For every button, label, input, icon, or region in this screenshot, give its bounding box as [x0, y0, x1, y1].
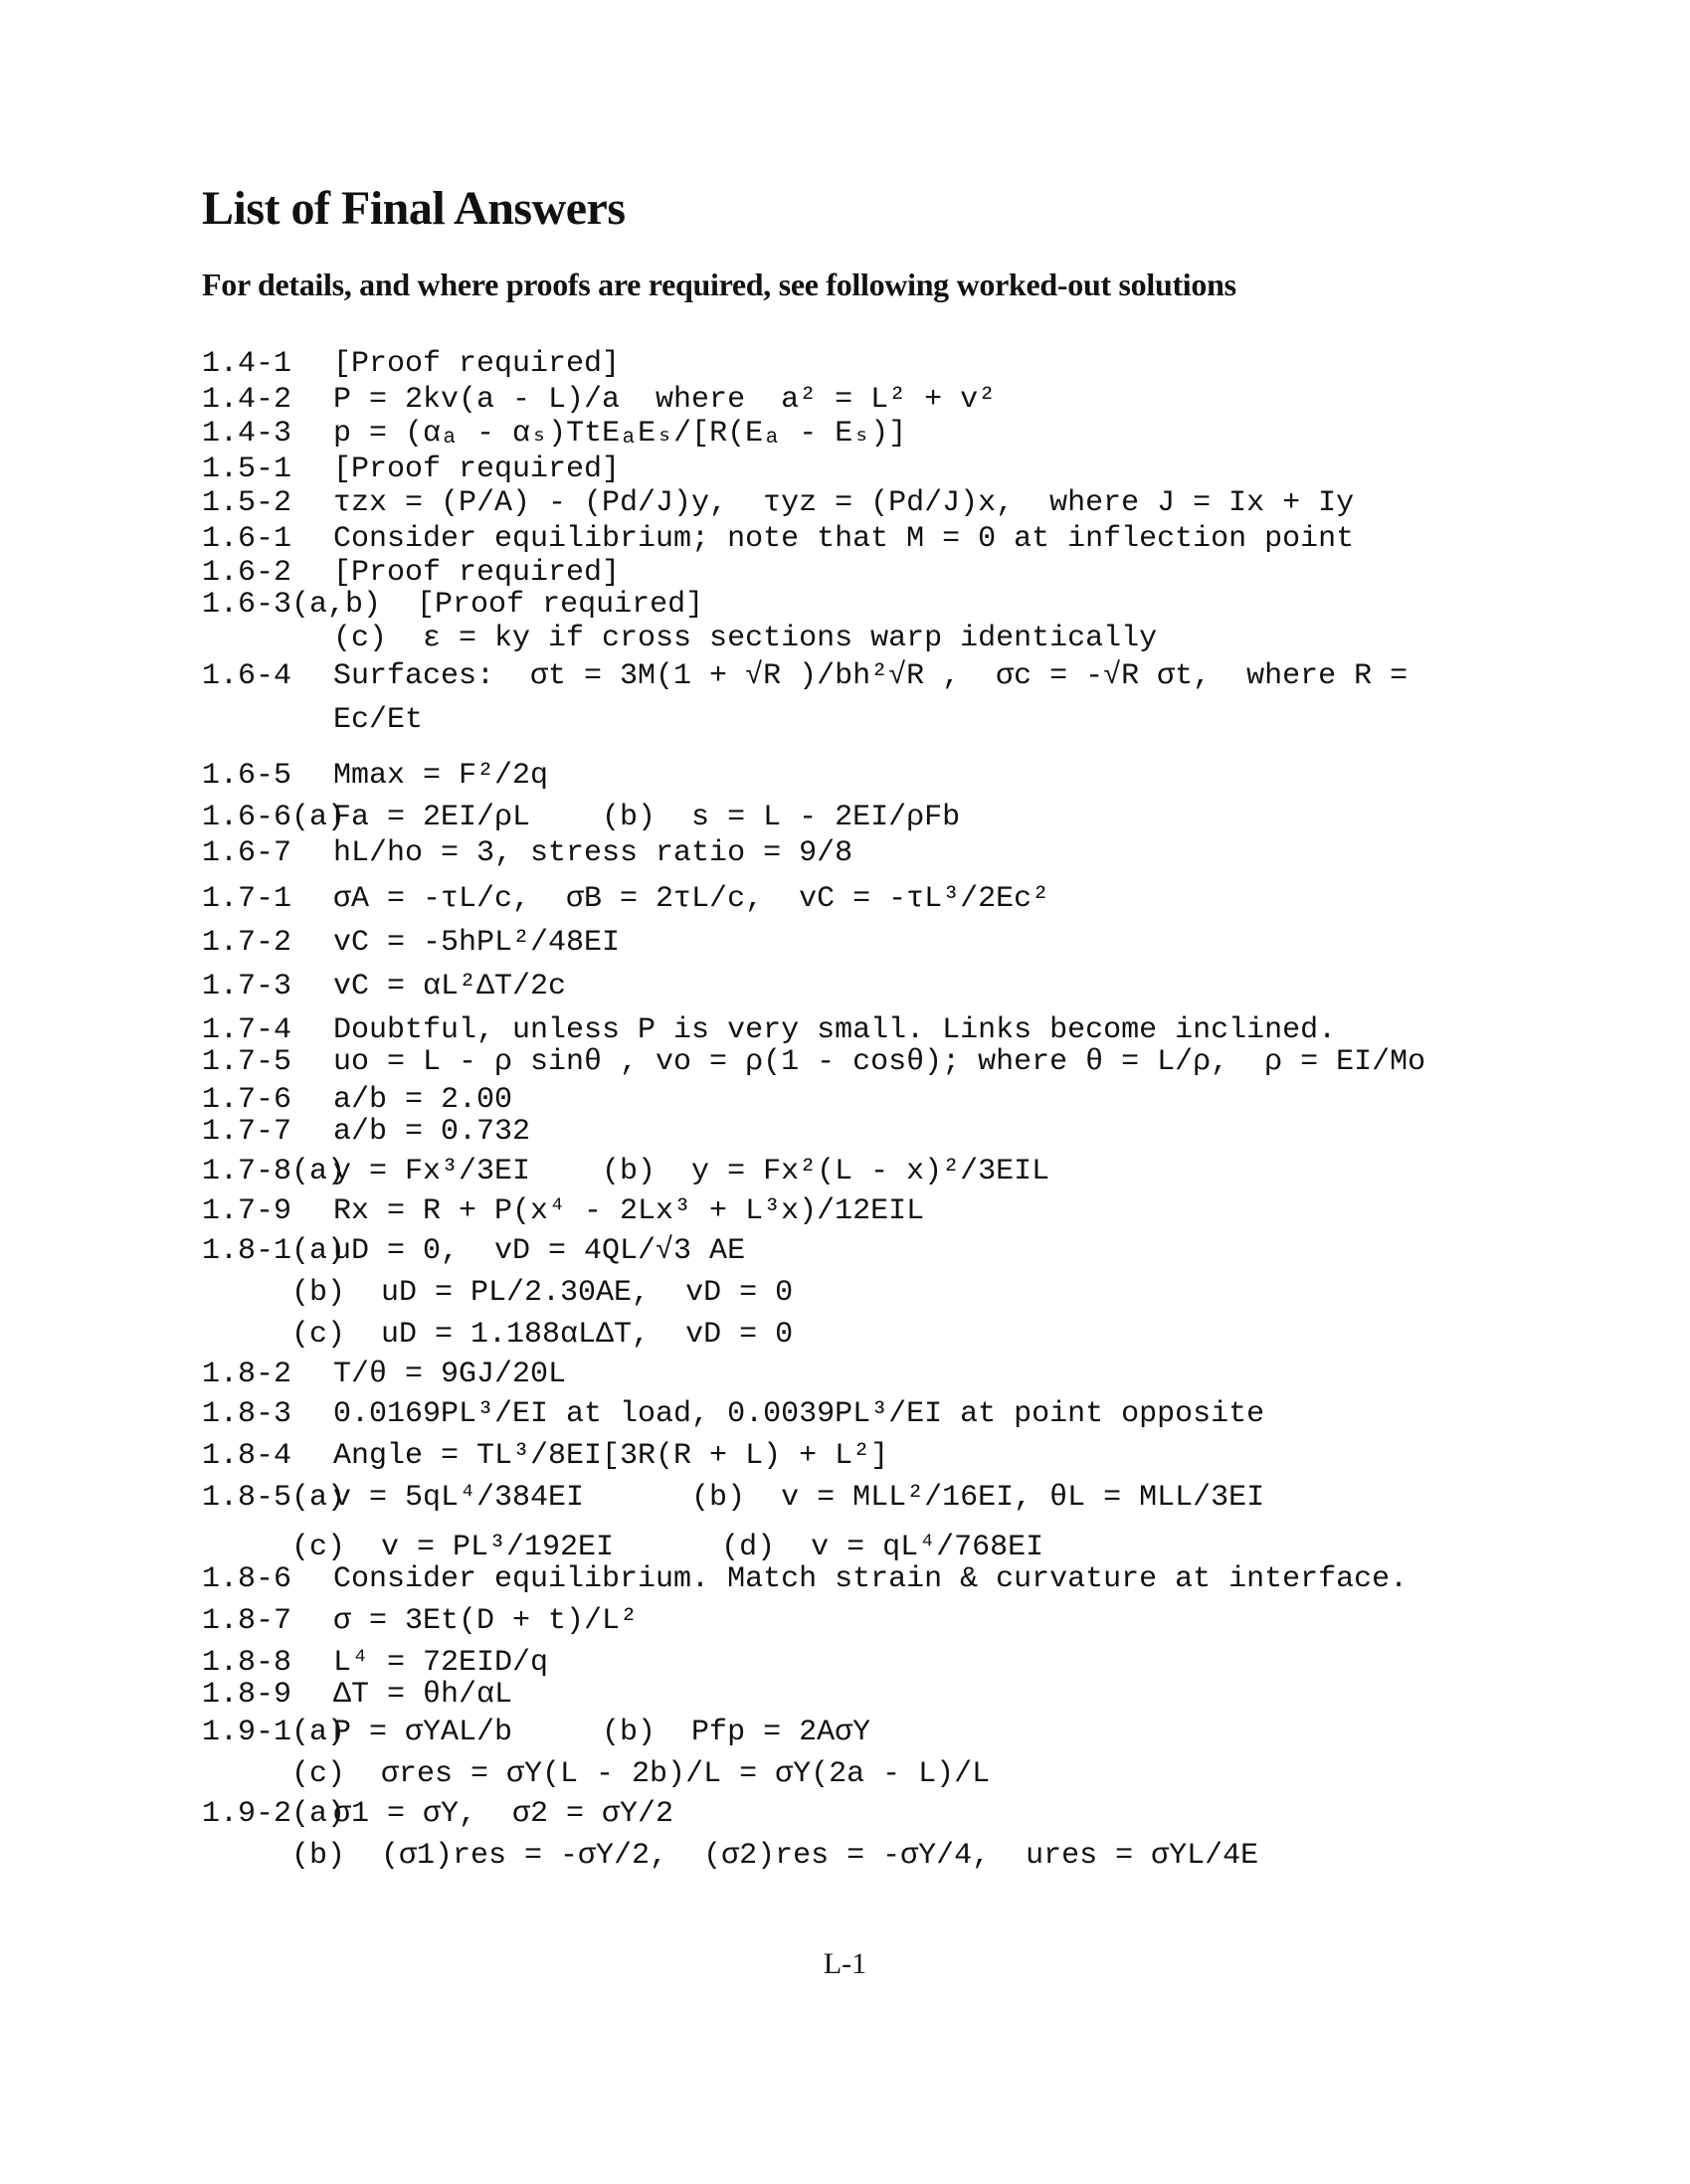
- answer-text: [Proof required]: [333, 556, 621, 590]
- answer-text: [Proof required]: [417, 588, 704, 622]
- answer-text: [Proof required]: [333, 453, 621, 486]
- answer-number: 1.8-4: [202, 1439, 292, 1473]
- answer-number: 1.7-2: [202, 926, 292, 960]
- answer-number: 1.7-6: [202, 1083, 292, 1117]
- answer-number: 1.8-3: [202, 1397, 292, 1431]
- answer-text: 0.0169PL³/EI at load, 0.0039PL³/EI at point opposite: [333, 1397, 1265, 1431]
- answer-row: [202, 589, 703, 621]
- answer-text: (c) σres = σY(L - 2b)/L = σY(2a - L)/L: [291, 1757, 991, 1791]
- answer-number: 1.4-2: [202, 383, 292, 417]
- answer-row: [202, 660, 1408, 692]
- answer-row: [202, 1014, 1336, 1046]
- answer-row: [291, 1758, 990, 1790]
- answer-text: y = Fx³/3EI (b) y = Fx²(L - x)²/3EIL: [333, 1155, 1050, 1188]
- answer-row: [202, 802, 960, 833]
- answer-row: [202, 523, 1354, 555]
- answer-row: [202, 1235, 745, 1267]
- answer-text: Angle = TL³/8EI[3R(R + L) + L²]: [333, 1439, 889, 1473]
- page-title: List of Final Answers: [202, 182, 626, 235]
- answer-number: 1.5-2: [202, 486, 292, 520]
- answer-row: [202, 1798, 673, 1830]
- page-subtitle: For details, and where proofs are required, see following worked-out solutions: [202, 267, 1236, 302]
- answer-row: [202, 454, 620, 485]
- answer-text: σ1 = σY, σ2 = σY/2: [333, 1797, 674, 1831]
- answer-row: [202, 557, 620, 589]
- answer-number: 1.8-1(a): [202, 1234, 346, 1268]
- answer-row: [291, 1532, 1043, 1563]
- answer-number: 1.7-3: [202, 970, 292, 1003]
- page-number: L-1: [823, 1947, 867, 1980]
- answer-row: [202, 971, 566, 1002]
- answer-text: a/b = 2.00: [333, 1083, 513, 1117]
- answer-number: 1.8-7: [202, 1604, 292, 1638]
- answer-row: [202, 760, 548, 792]
- answer-number: 1.8-2: [202, 1358, 292, 1391]
- answer-row: [202, 384, 996, 416]
- answer-text: p = (αₐ - αₛ)TtEₐEₛ/[R(Eₐ - Eₛ)]: [333, 417, 907, 451]
- answer-text: Surfaces: σt = 3M(1 + √R )/bh²√R , σc = -√R σt, where R =: [333, 659, 1408, 693]
- answer-number: 1.8-5(a): [202, 1481, 346, 1515]
- answer-number: 1.7-1: [202, 882, 292, 916]
- answer-number: 1.6-1: [202, 522, 292, 556]
- answer-row: [202, 487, 1354, 519]
- answer-text: (c) v = PL³/192EI (d) v = qL⁴/768EI: [291, 1531, 1044, 1564]
- answer-text: (c) uD = 1.188αLΔT, vD = 0: [291, 1318, 794, 1352]
- answer-text: Consider equilibrium. Match strain & curvature at interface.: [333, 1562, 1408, 1596]
- answer-text: Doubtful, unless P is very small. Links become inclined.: [333, 1013, 1337, 1047]
- answer-row: [202, 1605, 638, 1637]
- answer-row: [202, 1084, 512, 1116]
- answer-number: 1.6-5: [202, 759, 292, 793]
- answer-number: 1.6-4: [202, 659, 292, 693]
- answer-number: 1.8-6: [202, 1562, 292, 1596]
- answer-number: 1.5-1: [202, 453, 292, 486]
- answer-text: ΔT = θh/αL: [333, 1678, 513, 1712]
- answer-number: 1.6-3(a,b): [202, 588, 382, 622]
- answer-number: 1.7-7: [202, 1115, 292, 1149]
- answer-text: vC = αL²ΔT/2c: [333, 970, 567, 1003]
- answer-number: 1.6-2: [202, 556, 292, 590]
- answer-text: Mmax = F²/2q: [333, 759, 549, 793]
- answer-text: hL/ho = 3, stress ratio = 9/8: [333, 836, 853, 870]
- answer-row: [291, 1319, 793, 1351]
- answer-row: [202, 1398, 1264, 1430]
- answer-row: [202, 1116, 530, 1148]
- answer-row: [202, 418, 906, 450]
- answer-text: P = σYAL/b (b) Pfp = 2AσY: [333, 1716, 871, 1749]
- answer-row: [202, 1647, 548, 1679]
- answer-row: [202, 1195, 924, 1227]
- answer-text: v = 5qL⁴/384EI (b) v = MLL²/16EI, θL = MLL/3EI: [333, 1481, 1265, 1515]
- answer-text: τzx = (P/A) - (Pd/J)y, τyz = (Pd/J)x, where J = Ix + Iy: [333, 486, 1355, 520]
- answer-row: [202, 1679, 512, 1711]
- answer-text: P = 2kv(a - L)/a where a² = L² + v²: [333, 383, 997, 417]
- answer-row: [202, 1482, 1264, 1514]
- answer-row: [202, 1440, 888, 1472]
- answer-text: Consider equilibrium; note that M = 0 at inflection point: [333, 522, 1355, 556]
- answer-text: σ = 3Et(D + t)/L²: [333, 1604, 639, 1638]
- answer-row: [202, 1717, 870, 1748]
- answer-row: [202, 1359, 566, 1390]
- answer-number: 1.4-1: [202, 347, 292, 381]
- answer-number: 1.8-9: [202, 1678, 292, 1712]
- answer-text: Fa = 2EI/ρL (b) s = L - 2EI/ρFb: [333, 801, 961, 834]
- answer-list: [202, 347, 1426, 1873]
- answer-text: Rx = R + P(x⁴ - 2Lx³ + L³x)/12EIL: [333, 1194, 925, 1228]
- answer-row: [202, 623, 1157, 654]
- answer-row: [202, 1563, 1408, 1595]
- answer-text: a/b = 0.732: [333, 1115, 531, 1149]
- answer-number: 1.6-7: [202, 836, 292, 870]
- answer-row: [202, 1156, 1049, 1187]
- answer-text: L⁴ = 72EID/q: [333, 1646, 549, 1680]
- answer-number: 1.9-1(a): [202, 1716, 346, 1749]
- answer-row: [202, 837, 852, 869]
- answer-text: vC = -5hPL²/48EI: [333, 926, 621, 960]
- answer-text: [Proof required]: [333, 347, 621, 381]
- answer-number: 1.6-6(a): [202, 801, 346, 834]
- answer-text: (b) (σ1)res = -σY/2, (σ2)res = -σY/4, ures = σYL/4E: [291, 1839, 1259, 1873]
- answer-number: 1.7-4: [202, 1013, 292, 1047]
- answer-number: 1.7-5: [202, 1045, 292, 1079]
- answer-row: [202, 927, 620, 959]
- answer-text: Ec/Et: [333, 703, 424, 737]
- answer-number: 1.7-9: [202, 1194, 292, 1228]
- answer-number: 1.8-8: [202, 1646, 292, 1680]
- answer-number: 1.9-2(a): [202, 1797, 346, 1831]
- answer-text: T/θ = 9GJ/20L: [333, 1358, 567, 1391]
- answer-text: uD = 0, vD = 4QL/√3 AE: [333, 1234, 746, 1268]
- answer-number: 1.7-8(a): [202, 1155, 346, 1188]
- answer-row: [202, 883, 1049, 915]
- answer-row: [202, 348, 620, 380]
- answer-row: [202, 704, 423, 736]
- answer-row: [291, 1840, 1258, 1872]
- answer-number: 1.4-3: [202, 417, 292, 451]
- answer-row: [202, 1046, 1425, 1078]
- answer-text: σA = -τL/c, σB = 2τL/c, vC = -τL³/2Ec²: [333, 882, 1050, 916]
- answer-row: [291, 1277, 793, 1309]
- answer-text: uo = L - ρ sinθ , vo = ρ(1 - cosθ); where θ = L/ρ, ρ = EI/Mo: [333, 1045, 1426, 1079]
- answer-text: (c) ε = ky if cross sections warp identically: [333, 622, 1158, 655]
- answer-text: (b) uD = PL/2.30AE, vD = 0: [291, 1276, 794, 1310]
